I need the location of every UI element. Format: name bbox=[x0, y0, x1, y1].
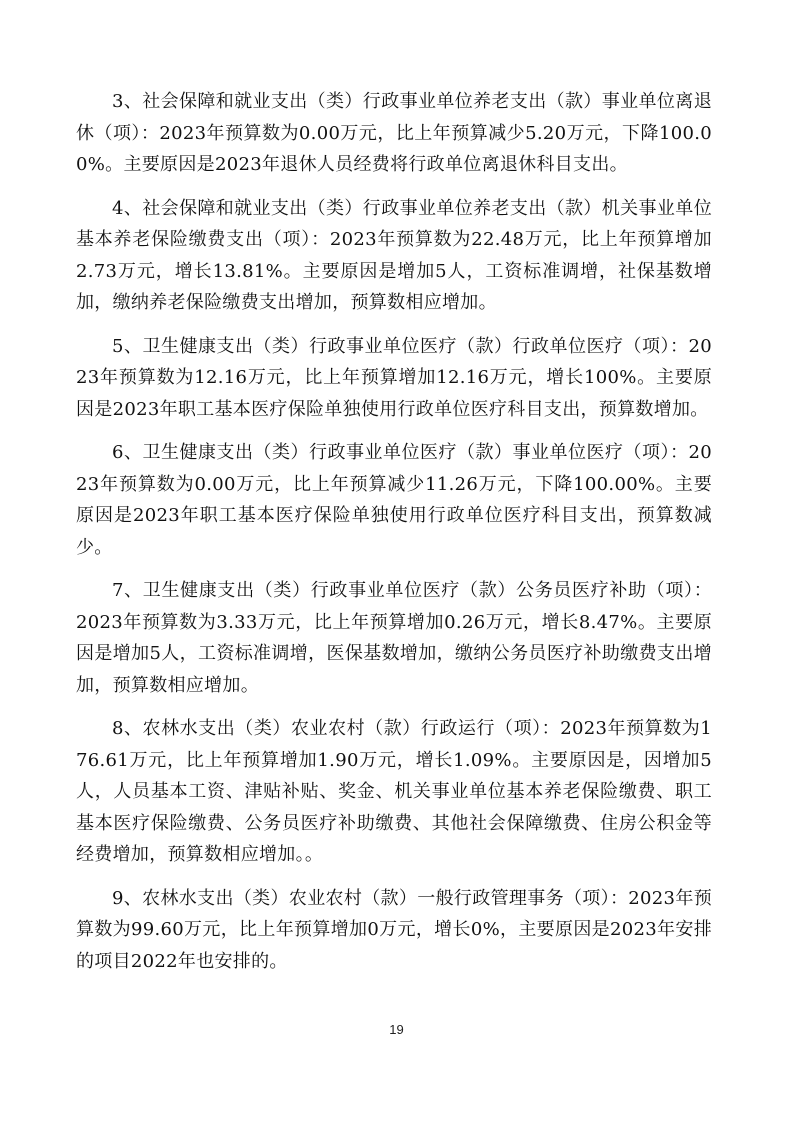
paragraph-item-5: 5、卫生健康支出（类）行政事业单位医疗（款）行政单位医疗（项）：2023年预算数为12.16万元，比上年预算增加12.16万元，增长100%。主要原因是2023年职工基本医疗保险单独使用行政单位医疗科目支出，预算数增加。 bbox=[76, 335, 712, 420]
paragraph-item-3: 3、社会保障和就业支出（类）行政事业单位养老支出（款）事业单位离退休（项）：2023年预算数为0.00万元，比上年预算减少5.20万元，下降100.00%。主要原因是2023年退休人员经费将行政单位离退休科目支出。 bbox=[76, 91, 712, 175]
page-number: 19 bbox=[389, 1022, 404, 1037]
paragraph-item-9: 9、农林水支出（类）农业农村（款）一般行政管理事务（项）：2023年预算数为99.60万元，比上年预算增加0万元，增长0%，主要原因是2023年安排的项目2022年也安排的。 bbox=[76, 887, 712, 972]
paragraph-item-6: 6、卫生健康支出（类）行政事业单位医疗（款）事业单位医疗（项）：2023年预算数为0.00万元，比上年预算减少11.26万元，下降100.00%。主要原因是2023年职工基本医疗保险单独使用行政单位医疗科目支出，预算数减少。 bbox=[76, 442, 712, 558]
page-body bbox=[76, 86, 712, 989]
paragraph-item-4: 4、社会保障和就业支出（类）行政事业单位养老支出（款）机关事业单位基本养老保险缴费支出（项）：2023年预算数为22.48万元，比上年预算增加2.73万元，增长13.81%。主要原因是增加5人，工资标准调增，社保基数增加，缴纳养老保险缴费支出增加，预算数相应增加。 bbox=[76, 197, 712, 313]
paragraph-item-8: 8、农林水支出（类）农业农村（款）行政运行（项）：2023年预算数为176.61万元，比上年预算增加1.90万元，增长1.09%。主要原因是，因增加5人，人员基本工资、津贴补贴、奖金、机关事业单位基本养老保险缴费、职工基本医疗保险缴费、公务员医疗补助缴费、其他社会保障缴费、住房公积金等经费增加，预算数相应增加。。 bbox=[76, 718, 712, 865]
paragraph-item-7: 7、卫生健康支出（类）行政事业单位医疗（款）公务员医疗补助（项）：2023年预算数为3.33万元，比上年预算增加0.26万元，增长8.47%。主要原因是增加5人，工资标准调增，医保基数增加，缴纳公务员医疗补助缴费支出增加，预算数相应增加。 bbox=[76, 580, 712, 696]
